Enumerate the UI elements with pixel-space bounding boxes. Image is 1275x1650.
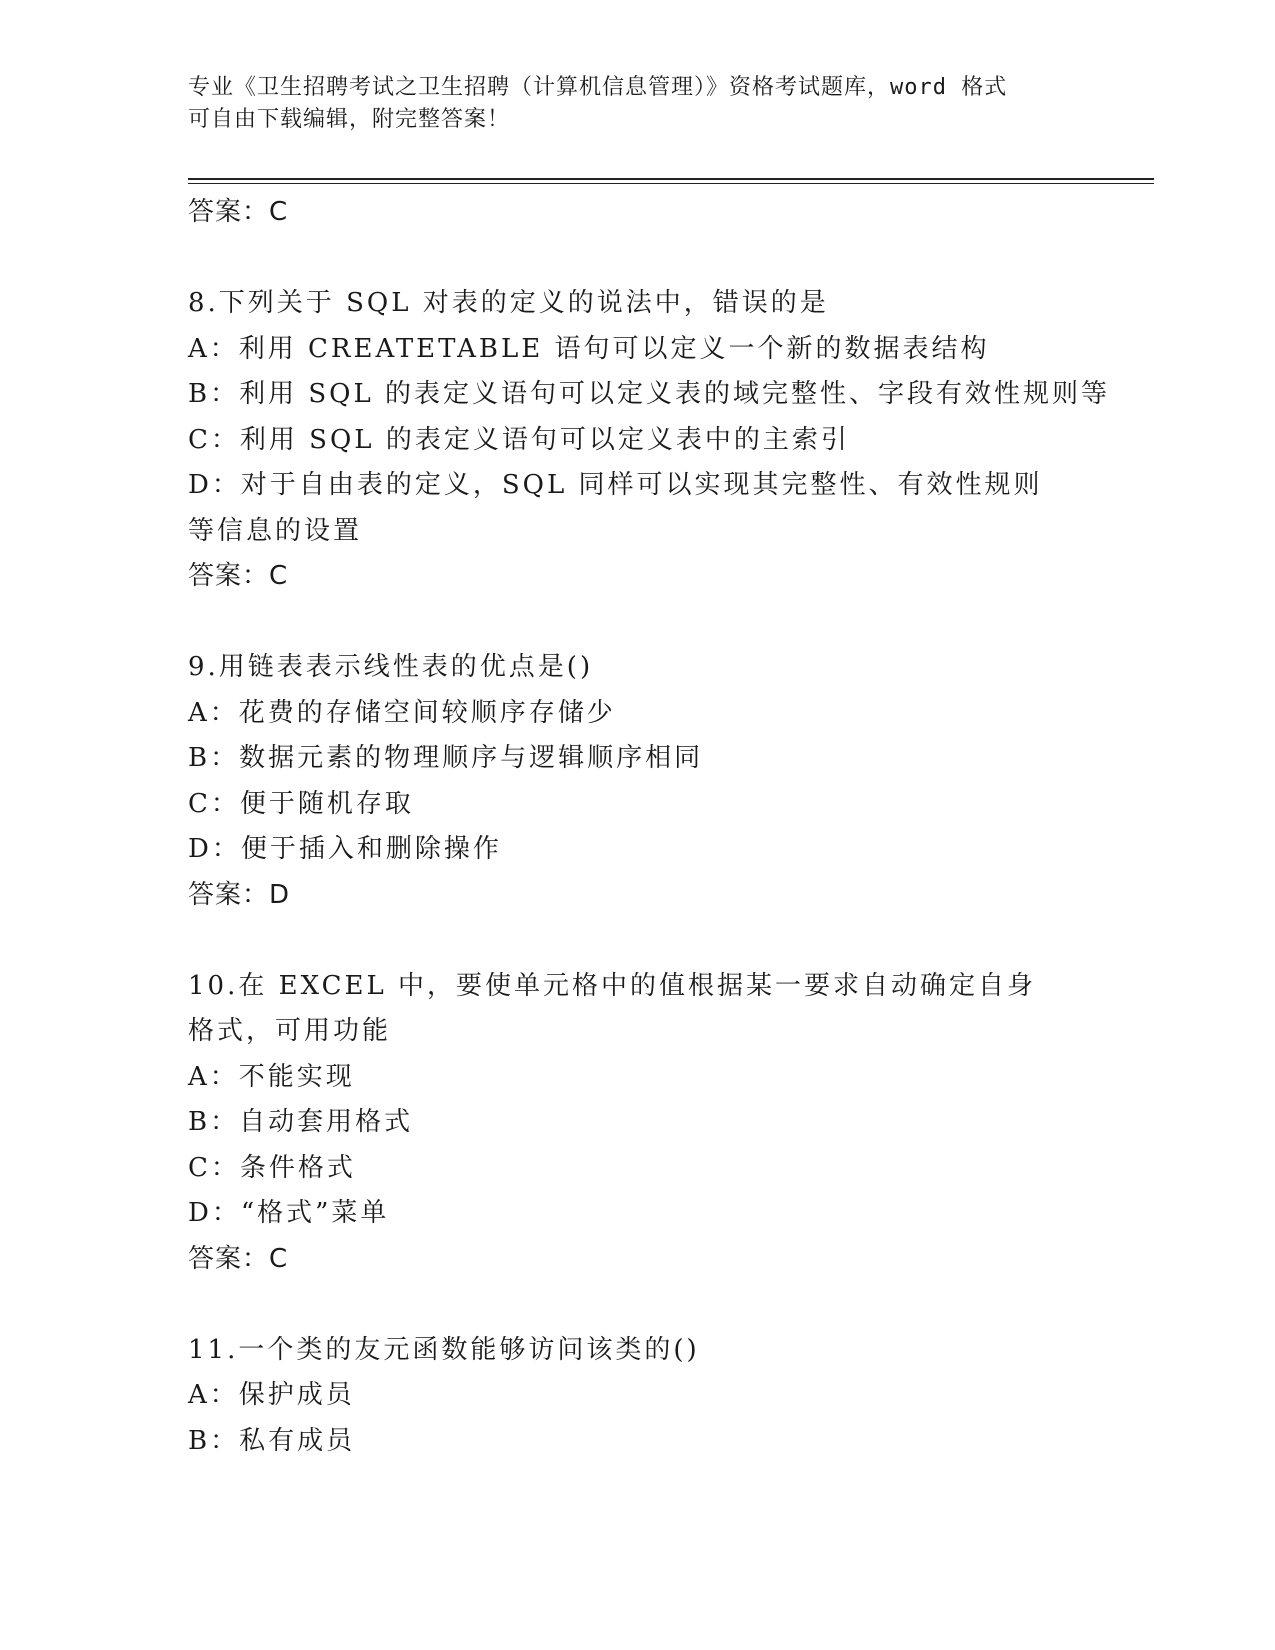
option-a: A：利用 CREATETABLE 语句可以定义一个新的数据表结构 [188,333,990,364]
question-text: 8.下列关于 SQL 对表的定义的说法中，错误的是 [188,288,829,318]
option-a: A：保护成员 [188,1380,355,1410]
option-a: A：花费的存储空间较顺序存储少 [188,697,616,728]
question-text: 9.用链表表示线性表的优点是() [188,652,594,682]
option-d: D：便于插入和删除操作 [188,834,502,864]
option-b: B：数据元素的物理顺序与逻辑顺序相同 [188,743,704,773]
answer-line: 答案：C [188,197,289,227]
option-b: B：私有成员 [188,1425,356,1456]
answer-line: 答案：C [188,561,289,591]
document-header [188,72,1068,136]
header-rule-thick [188,178,1154,180]
option-b: B：利用 SQL 的表定义语句可以定义表的域完整性、字段有效性规则等 [188,379,1111,409]
option-b: B：自动套用格式 [188,1107,414,1137]
answer-line: 答案：D [188,879,291,910]
question-10 [188,964,1088,1283]
header-line-2: 可自由下载编辑，附完整答案！ [188,107,511,132]
question-11 [188,1328,1088,1465]
option-a: A：不能实现 [188,1061,355,1092]
question-9 [188,645,1088,918]
header-line-1: 专业《卫生招聘考试之卫生招聘（计算机信息管理）》资格考试题库，word 格式 [188,75,1008,100]
question-text: 10.在 EXCEL 中，要使单元格中的值根据某一要求自动确定自身格式，可用功能 [188,970,1037,1046]
question-8 [188,281,1111,600]
option-c: C：便于随机存取 [188,788,414,819]
option-d: D：对于自由表的定义，SQL 同样可以实现其完整性、有效性规则等信息的设置 [188,470,1043,546]
answer-line: 答案：C [188,1243,289,1274]
question-list [188,190,1111,1464]
option-c: C：条件格式 [188,1152,356,1183]
option-d: D：“格式”菜单 [188,1198,390,1228]
question-text: 11.一个类的友元函数能够访问该类的() [188,1334,700,1365]
header-rule-thin [188,183,1154,184]
option-c: C：利用 SQL 的表定义语句可以定义表中的主索引 [188,424,850,455]
